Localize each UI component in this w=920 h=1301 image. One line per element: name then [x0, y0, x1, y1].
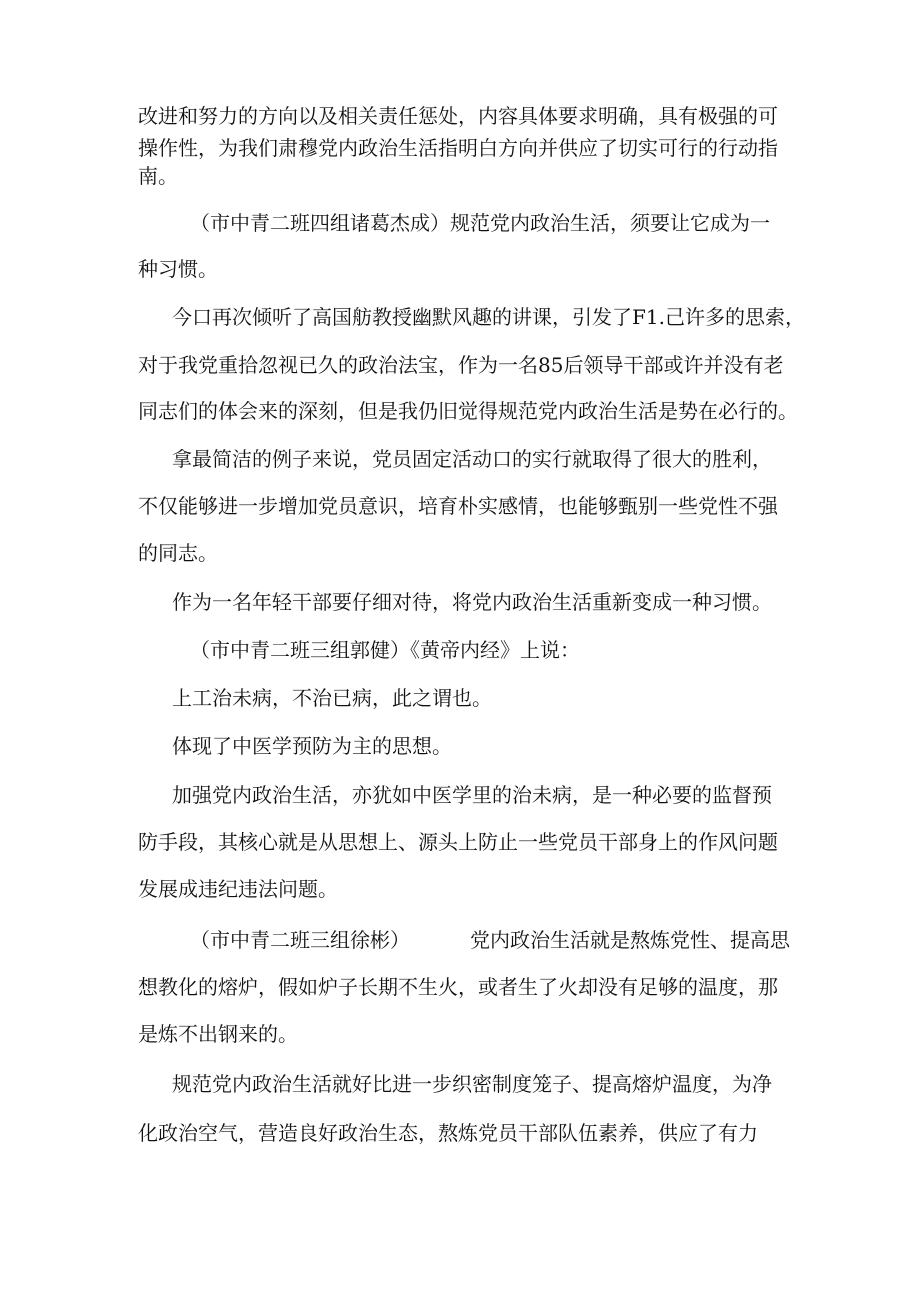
text-line: 作为一名年轻干部要仔细对待，将党内政治生活重新变成一种习惯。	[172, 590, 772, 614]
text-line: 同志们的体会来的深刻，但是我仍旧觉得规范党内政治生活是势在必行的。	[138, 399, 798, 423]
text-line: 规范党内政治生活就好比进一步织密制度笼子、提高熔炉温度，为净	[172, 1072, 772, 1096]
text-line: 对于我党重拾忽视已久的政治法宝，作为一名85后领导干部或许并没有老	[138, 353, 784, 377]
text-line: （市中青二班三组徐彬）	[190, 928, 410, 952]
text-line: 想教化的熔炉，假如炉子长期不生火，或者生了火却没有足够的温度，那	[138, 975, 778, 999]
text-line: 不仅能够进一步增加党员意识，培育朴实感情，也能够甄别一些党性不强	[138, 494, 778, 518]
text-line: 改进和努力的方向以及相关责任惩处，内容具体要求明确，具有极强的可	[138, 104, 778, 128]
text-line: 党内政治生活就是熬炼党性、提高思	[470, 928, 790, 952]
text-line: 加强党内政治生活，亦犹如中医学里的治未病，是一种必要的监督预	[172, 783, 772, 807]
text-line: 上工治未病，不治已病，此之谓也。	[172, 686, 492, 710]
text-line: 发展成违纪违法问题。	[138, 877, 338, 901]
text-line: （市中青二班三组郭健）《黄帝内经》上说：	[190, 638, 580, 662]
text-line: 的同志。	[138, 541, 218, 565]
text-line: 操作性，为我们肃穆党内政治生活指明白方向并供应了切实可行的行动指	[138, 136, 778, 160]
text-line: （市中青二班四组诸葛杰成）规范党内政治生活，须要让它成为一	[190, 211, 770, 235]
text-line: 拿最简洁的例子来说，党员固定活动口的实行就取得了很大的胜利，	[172, 447, 772, 471]
text-line: 化政治空气，营造良好政治生态，熬炼党员干部队伍素养，供应了有力	[138, 1121, 758, 1145]
text-line: 今口再次倾听了高国舫教授幽默风趣的讲课，引发了F1.己许多的思索，	[172, 305, 805, 329]
text-line: 体现了中医学预防为主的思想。	[172, 734, 452, 758]
text-line: 是炼不出钢来的。	[138, 1022, 298, 1046]
text-line: 南。	[138, 164, 178, 188]
text-line: 种习惯。	[138, 257, 218, 281]
text-line: 防手段，其核心就是从思想上、源头上防止一些党员干部身上的作风问题	[138, 830, 778, 854]
